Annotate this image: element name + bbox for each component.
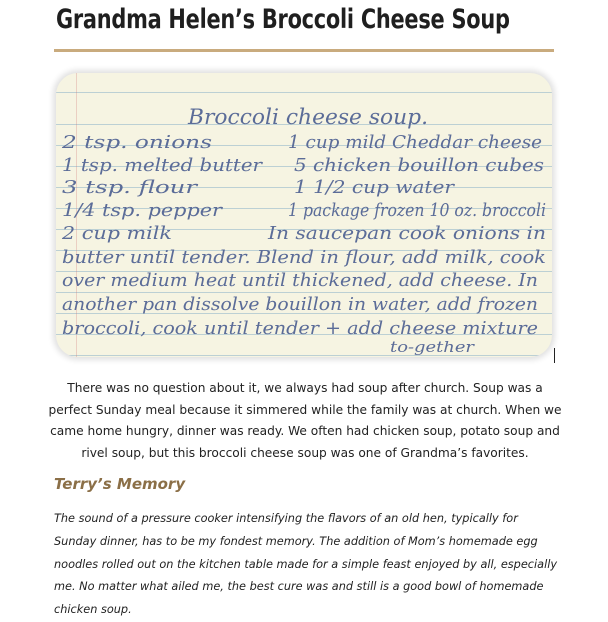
card-line: to-gether — [390, 338, 475, 356]
recipe-card-image — [56, 73, 552, 357]
card-line: 3 tsp. flour — [62, 177, 199, 198]
card-line: 1 1/2 cup water — [294, 177, 456, 198]
intro-paragraph: There was no question about it, we always had soup after church. Soup was a perfect Sunday meal because it simmered while the family was at church. When we came home hungry, dinner was ready. We often had chicken soup, potato soup and rivel soup, but this broccoli cheese soup was one of Grandma’s favorites. — [48, 381, 562, 460]
card-heading: Broccoli cheese soup. — [186, 105, 428, 129]
card-line: 5 chicken bouillon cubes — [294, 155, 544, 176]
card-line: another pan dissolve bouillon in water, add frozen — [62, 294, 538, 315]
card-line: 1 cup mild Cheddar cheese — [288, 132, 542, 153]
card-line: In saucepan cook onions in — [266, 223, 546, 244]
card-line: butter until tender. Blend in flour, add milk, cook — [62, 247, 546, 268]
memory-paragraph: The sound of a pressure cooker intensifying the flavors of an old hen, typically for Sunday dinner, has to be my fondest memory. The addition of Mom’s homemade egg noodles rolled out on the kitchen table made for a simple feast enjoyed by all, especially me. No matter what ailed me, the best cure was and still is a good bowl of homemade chicken soup. — [54, 512, 558, 617]
text-cursor — [554, 348, 555, 363]
page-title: Grandma Helen’s Broccoli Cheese Soup — [56, 4, 510, 35]
card-line: 2 tsp. onions — [60, 132, 213, 153]
card-line: over medium heat until thickened, add cheese. In — [62, 270, 538, 291]
title-divider — [54, 49, 554, 52]
card-line: 1 tsp. melted butter — [62, 155, 264, 176]
recipe-card-handwriting — [56, 73, 552, 357]
card-line: broccoli, cook until tender + add cheese mixture — [62, 318, 538, 339]
card-line: 1 package frozen 10 oz. broccoli — [288, 200, 546, 221]
card-line: 2 cup milk — [60, 223, 172, 244]
card-line: 1/4 tsp. pepper — [62, 200, 224, 221]
memory-heading: Terry’s Memory — [54, 475, 186, 493]
